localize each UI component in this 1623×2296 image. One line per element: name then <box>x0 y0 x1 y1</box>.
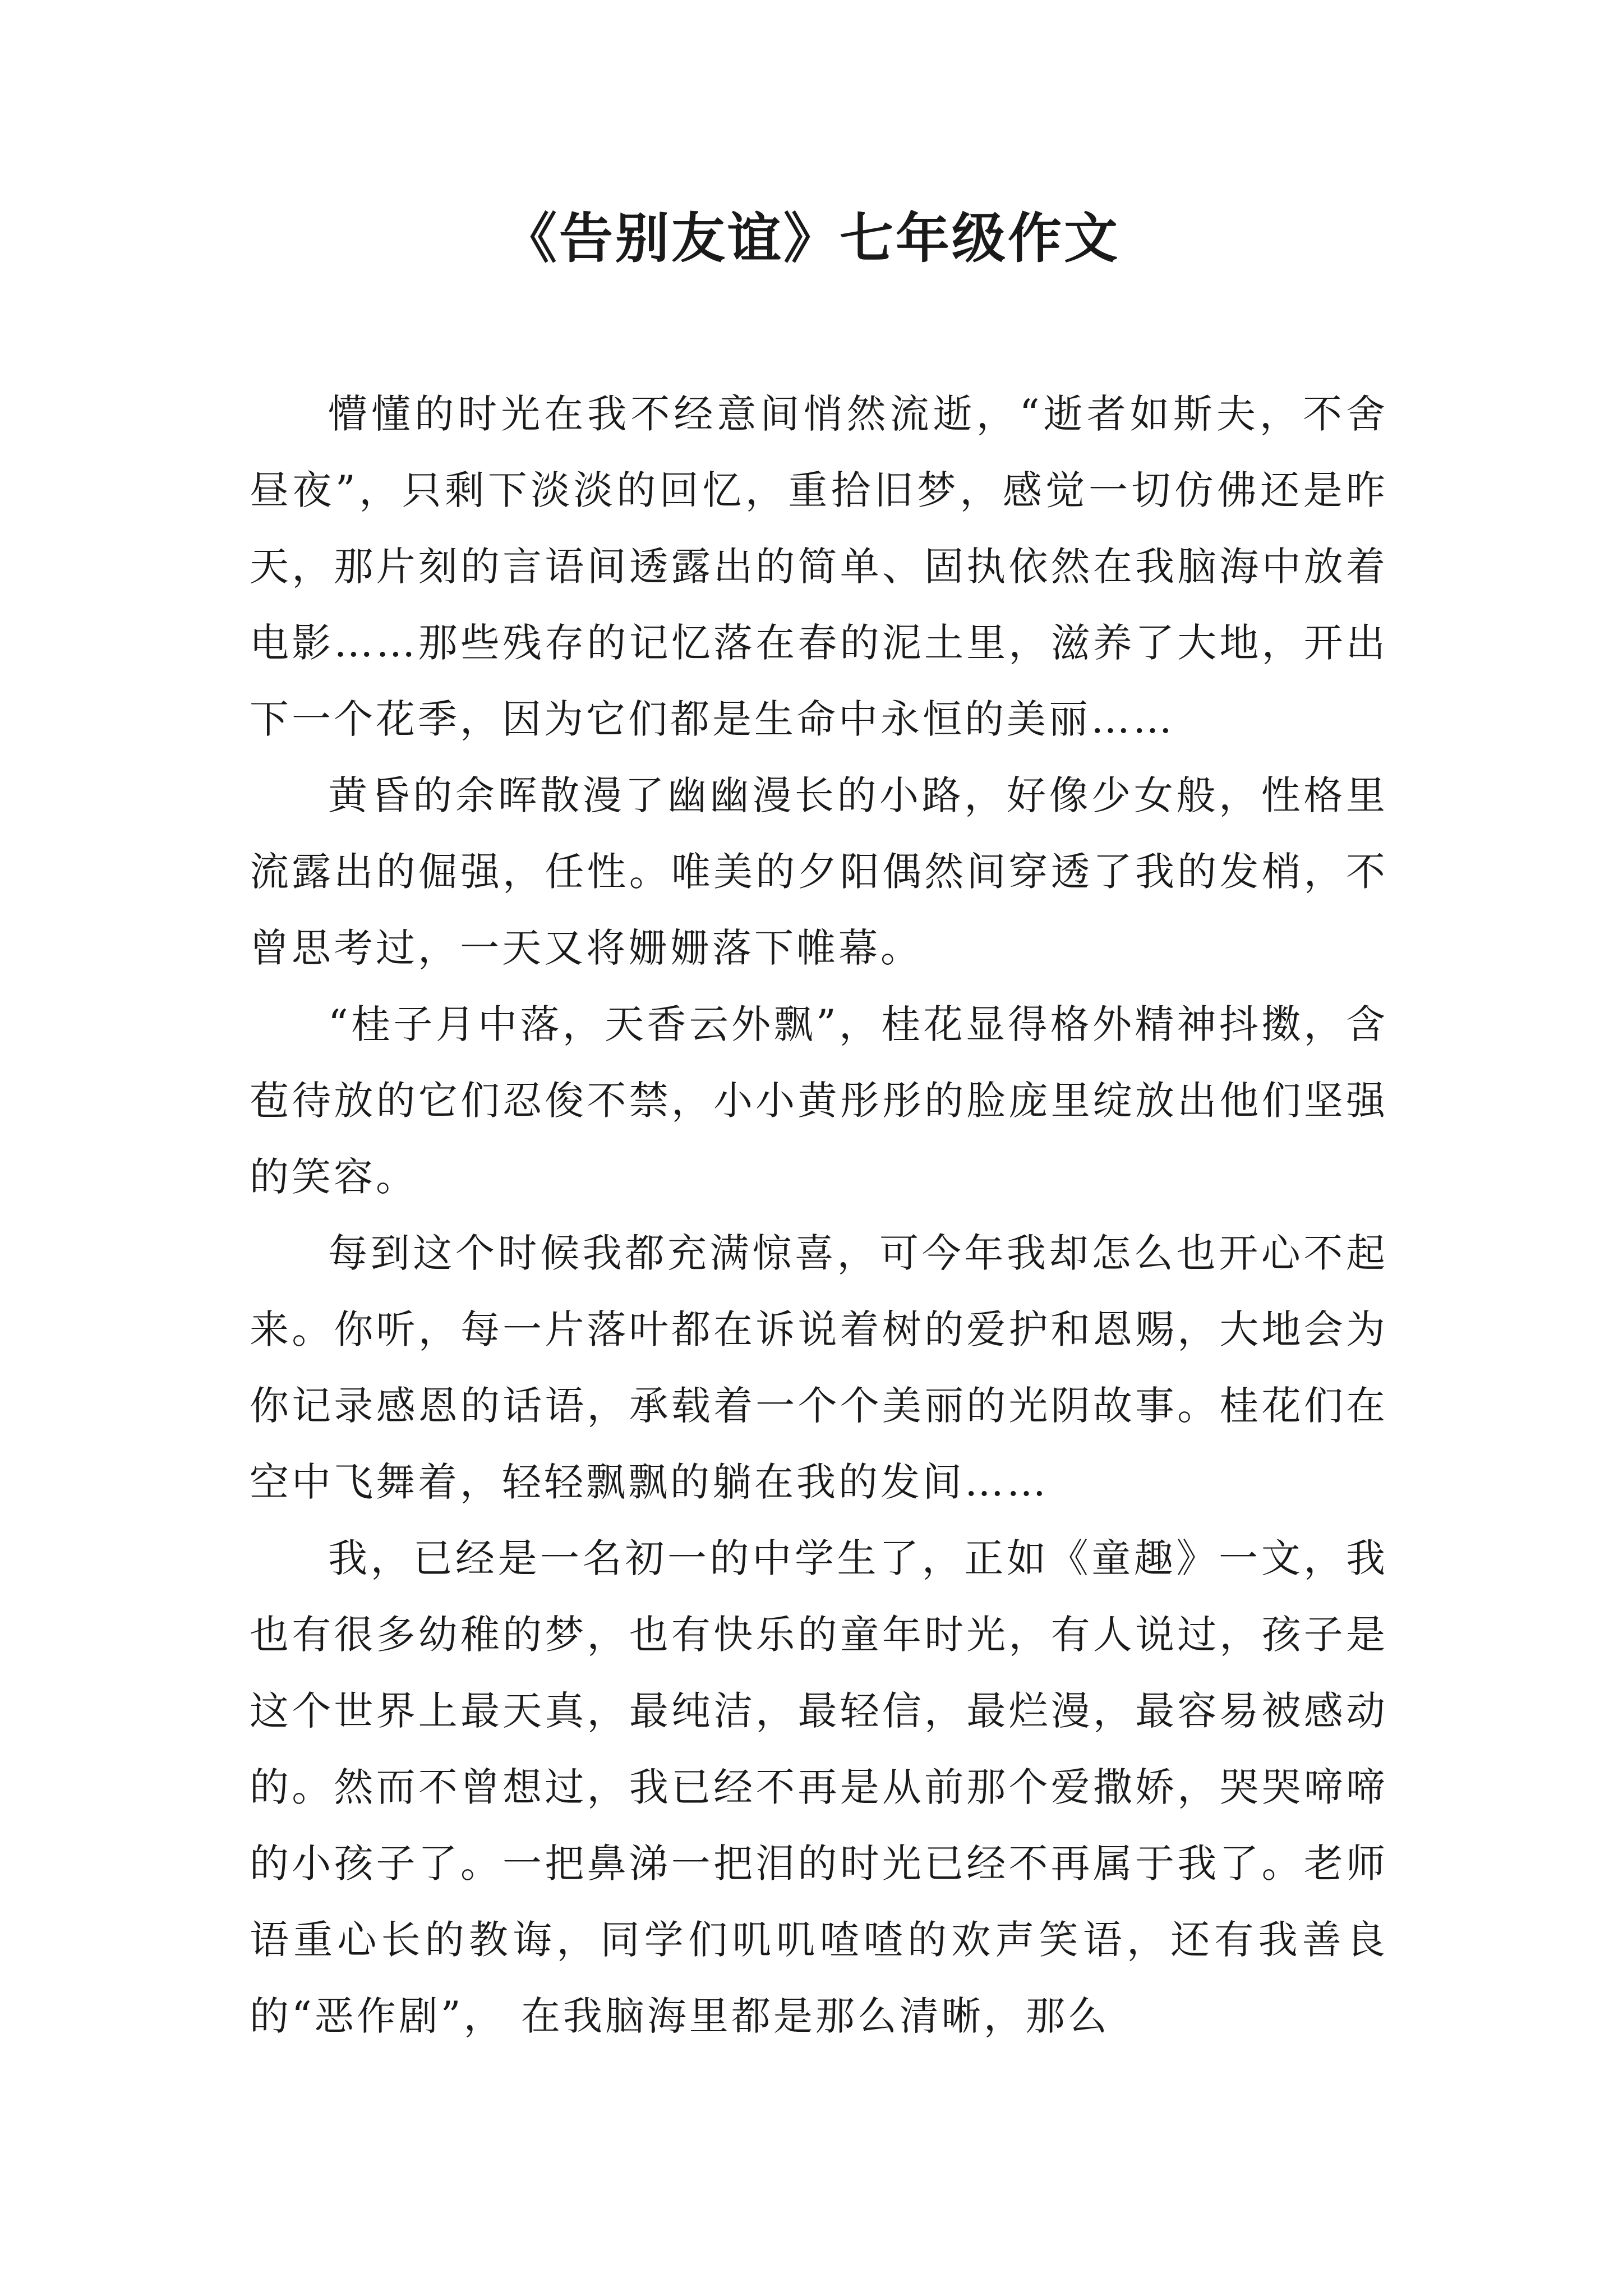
paragraph: 懵懂的时光在我不经意间悄然流逝，“逝者如斯夫，不舍昼夜”，只剩下淡淡的回忆，重拾旧梦，感觉一切仿佛还是昨天，那片刻的言语间透露出的简单、固执依然在我脑海中放着电影……那些残存的记忆落在春的泥土里，滋养了大地，开出下一个花季，因为它们都是生命中永恒的美丽…… <box>250 391 1388 742</box>
document-title: 《告别友谊》七年级作文 <box>503 206 1120 270</box>
paragraph: “桂子月中落，天香云外飘”，桂花显得格外精神抖擞，含苞待放的它们忍俊不禁，小小黄彤彤的脸庞里绽放出他们坚强的笑容。 <box>250 1001 1388 1200</box>
paragraph: 我，已经是一名初一的中学生了，正如《童趣》一文，我也有很多幼稚的梦，也有快乐的童年时光，有人说过，孩子是这个世界上最天真，最纯洁，最轻信，最烂漫，最容易被感动的。然而不曾想过，我已经不再是从前那个爱撒娇，哭哭啼啼的小孩子了。一把鼻涕一把泪的时光已经不再属于我了。老师语重心长的教诲，同学们叽叽喳喳的欢声笑语，还有我善良的“恶作剧”， 在我脑海里都是那么清晰，那么 <box>250 1535 1388 2039</box>
document-body <box>250 376 1388 2054</box>
paragraph: 黄昏的余晖散漫了幽幽漫长的小路，好像少女般，性格里流露出的倔强，任性。唯美的夕阳偶然间穿透了我的发梢，不曾思考过，一天又将姗姗落下帷幕。 <box>250 772 1388 971</box>
paragraph: 每到这个时候我都充满惊喜，可今年我却怎么也开心不起来。你听，每一片落叶都在诉说着树的爱护和恩赐，大地会为你记录感恩的话语，承载着一个个美丽的光阴故事。桂花们在空中飞舞着，轻轻飘飘的躺在我的发间…… <box>250 1230 1388 1505</box>
